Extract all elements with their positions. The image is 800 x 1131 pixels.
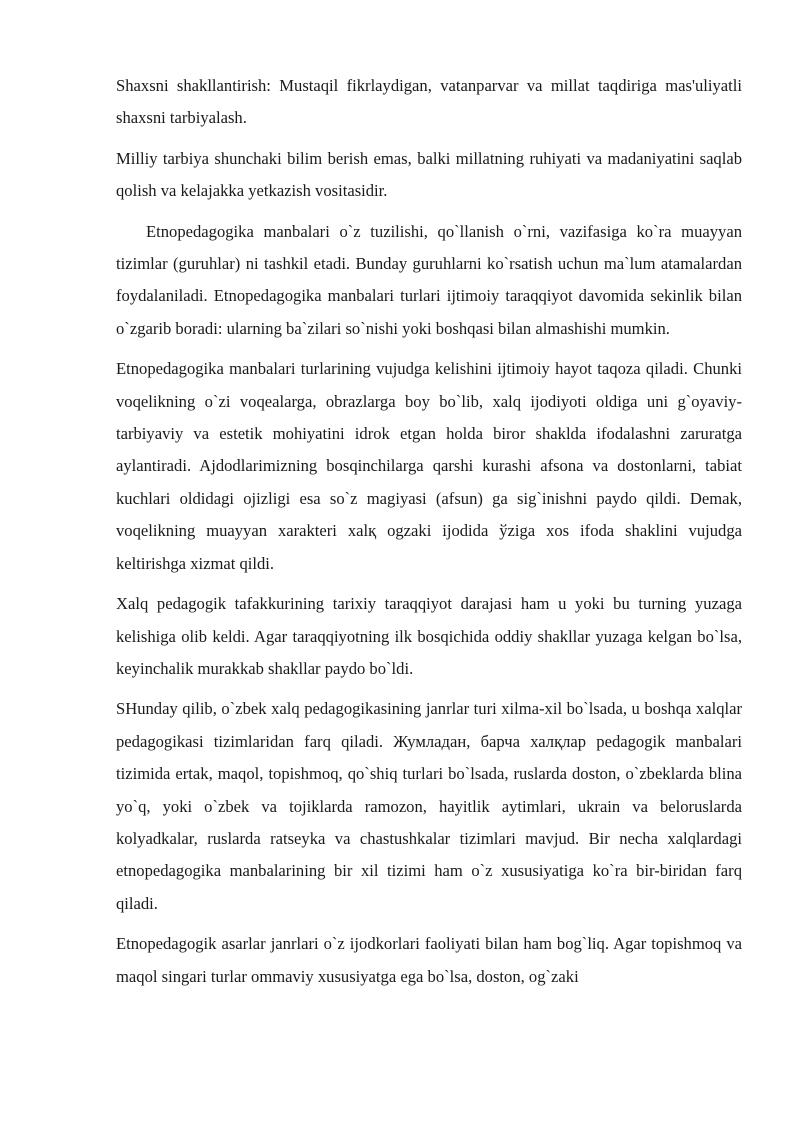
paragraph-shaxsni-shakllantirish: Shaxsni shakllantirish: Mustaqil fikrlaydigan, vatanparvar va millat taqdiriga mas'uliyatli shaxsni tarbiyalash.	[116, 76, 742, 128]
paragraph-xalq-pedagogik-tafakkuri: Xalq pedagogik tafakkurining tarixiy taraqqiyot darajasi ham u yoki bu turning yuzaga kelishiga olib keldi. Agar taraqqiyotning ilk bosqichida oddiy shakllar yuzaga kelgan bo`lsa, keyinchalik murakkab shakllar paydo bo`ldi.	[116, 594, 742, 678]
document-page	[116, 70, 742, 1001]
paragraph-manbalar-vujudga-kelishi: Etnopedagogika manbalari turlarining vujudga kelishini ijtimoiy hayot taqoza qiladi. Chunki voqelikning o`zi voqealarga, obrazlarga boy bo`lib, xalq ijodiyoti oldiga uni g`oyaviy-tarbiyaviy va estetik mohiyatini idrok etgan holda biror shaklda ifodalashni zaruratga aylantiradi. Ajdodlarimizning bosqinchilarga qarshi kurashi afsona va dostonlarni, tabiat kuchlari oldidagi ojizligi esa so`z magiyasi (afsun) ga sig`inishni paydo qildi. Demak, voqelikning muayyan xarakteri xalқ ogzaki ijodida ўziga xos ifoda shaklini vujudga keltirishga xizmat qildi.	[116, 359, 742, 573]
paragraph-etnopedagogik-asarlar: Etnopedagogik asarlar janrlari o`z ijodkorlari faoliyati bilan ham bog`liq. Agar topishmoq va maqol singari turlar ommaviy xususiyatga ega bo`lsa, doston, og`zaki	[116, 934, 742, 986]
paragraph-etnopedagogika-manbalari: Etnopedagogika manbalari o`z tuzilishi, qo`llanish o`rni, vazifasiga ko`ra muayyan tizimlar (guruhlar) ni tashkil etadi. Bunday guruhlarni ko`rsatish uchun ma`lum atamalardan foydalaniladi. Etnopedagogika manbalari turlari ijtimoiy taraqqiyot davomida sekinlik bilan o`zgarib boradi: ularning ba`zilari so`nishi yoki boshqasi bilan almashishi mumkin.	[116, 221, 742, 338]
paragraph-milliy-tarbiya: Milliy tarbiya shunchaki bilim berish emas, balki millatning ruhiyati va madaniyatini saqlab qolish va kelajakka yetkazish vositasidir.	[116, 148, 742, 201]
paragraph-ozbek-xalq-pedagogikasi: SHunday qilib, o`zbek xalq pedagogikasining janrlar turi xilma-xil bo`lsada, u boshqa xalqlar pedagogikasi tizimlaridan farq qiladi. Жумладан, барча халқлар pedagogik manbalari tizimida ertak, maqol, topishmoq, qo`shiq turlari bo`lsada, ruslarda doston, o`zbeklarda blina yo`q, yoki o`zbek va tojiklarda ramozon, hayitlik aytimlari, ukrain va beloruslarda kolyadkalar, ruslarda ratseyka va chastushkalar tizimlari mavjud. Bir necha xalqlardagi etnopedagogika manbalarining bir xil tizimi ham o`z xususiyatiga ko`ra bir-biridan farq qiladi.	[116, 699, 742, 913]
